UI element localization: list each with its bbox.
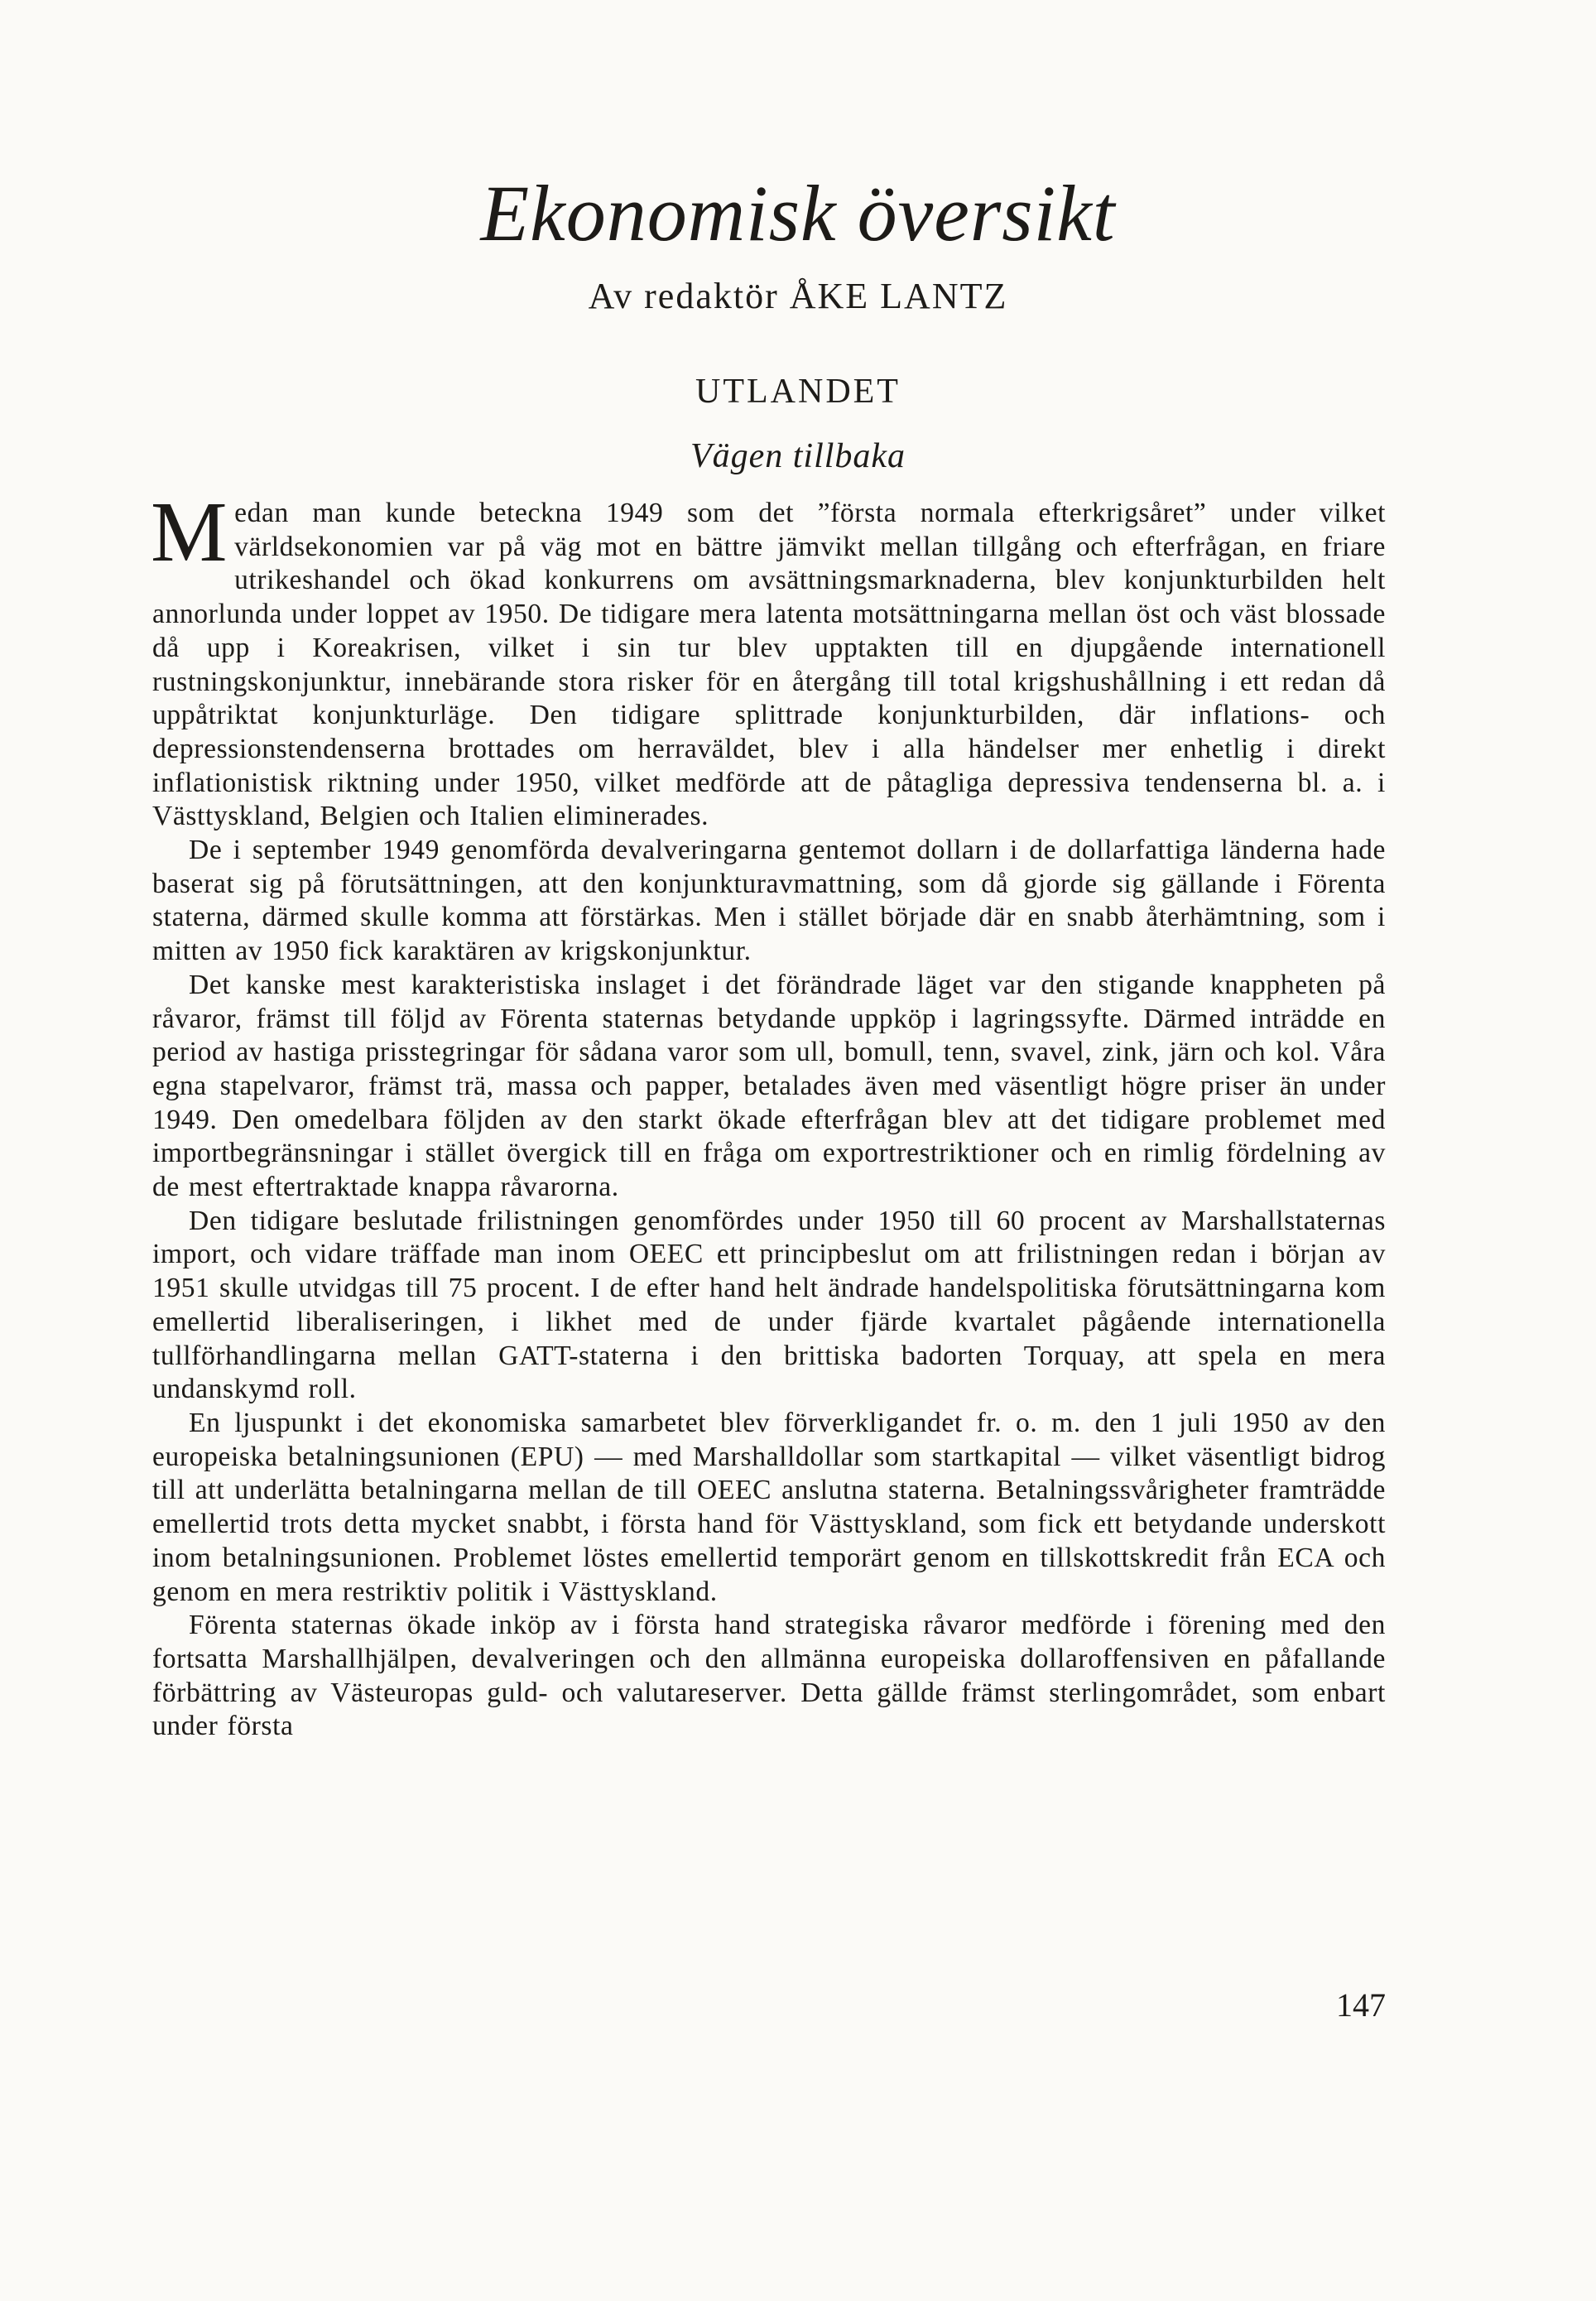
page-number: 147	[1336, 1986, 1386, 2024]
article-byline: Av redaktör ÅKE LANTZ	[588, 276, 1008, 316]
paragraph-1	[151, 484, 1386, 834]
paragraph-5: En ljuspunkt i det ekonomiska samarbetet blev förverkligandet fr. o. m. den 1 juli 1950 av den europeiska betalningsunionen (EPU) — med Marshalldollar som startkapital — vilket väsentligt bidrog till att underlätta betalningarna mellan de till OEEC anslutna staterna. Betalningssvårigheter framträdde emellertid trots detta mycket snabbt, i första hand för Västtyskland, som fick ett betydande underskott inom betalningsunionen. Problemet löstes emellertid temporärt genom en tillskottskredit från ECA och genom en mera restriktiv politik i Västtyskland.	[152, 1407, 1386, 1607]
paragraph-2: De i september 1949 genomförda devalveringarna gentemot dollarn i de dollarfattiga länderna hade baserat sig på förutsättningen, att den konjunkturavmattning, som då gjorde sig gällande i Förenta staterna, därmed skulle komma att förstärkas. Men i stället började där en snabb återhämtning, som i mitten av 1950 fick karaktären av krigskonjunktur.	[152, 835, 1386, 967]
article-title: Ekonomisk översikt	[480, 169, 1116, 258]
article-body	[151, 484, 1386, 1744]
subsection-heading: Vägen tillbaka	[690, 437, 906, 475]
paragraph-1-text: edan man kunde beteckna 1949 som det ”första normala efterkrigsåret” under vilket världsekonomien var på väg mot en bättre jämvikt mellan tillgång och efterfrågan, en friare utrikeshandel och ökad konkurrens om avsättningsmarknaderna, blev konjunkturbilden helt annorlunda under loppet av 1950. De tidigare mera latenta motsättningarna mellan öst och väst blossade då upp i Koreakrisen, vilket i sin tur blev upptakten till en djupgående internationell rustningskonjunktur, innebärande stora risker för en återgång till total krigshushållning i ett redan då uppåtriktat konjunkturläge. Den tidigare splittrade konjunkturbilden, där inflations- och depressionstendenserna brottades om herraväldet, blev i alla händelser mer enhetlig i direkt inflationistisk riktning under 1950, vilket medförde att de påtagliga depressiva tendenserna bl. a. i Västtyskland, Belgien och Italien eliminerades.	[152, 498, 1386, 832]
paragraph-6: Förenta staternas ökade inköp av i första hand strategiska råvaror medförde i förening med den fortsatta Marshallhjälpen, devalveringen och den allmänna europeiska dollaroffensiven en påfallande förbättring av Västeuropas guld- och valutareserver. Detta gällde främst sterlingområdet, som enbart under första	[152, 1610, 1386, 1742]
paragraph-3: Det kanske mest karakteristiska inslaget i det förändrade läget var den stigande knappheten på råvaror, främst till följd av Förenta staternas betydande uppköp i lagringssyfte. Därmed inträdde en period av hastiga prisstegringar för sådana varor som ull, bomull, tenn, svavel, zink, järn och kol. Våra egna stapelvaror, främst trä, massa och papper, betalades även med väsentligt högre priser än under 1949. Den omedelbara följden av den starkt ökade efterfrågan blev att det tidigare problemet med importbegränsningar i stället övergick till en fråga om exportrestriktioner och en rimlig fördelning av de mest eftertraktade knappa råvarorna.	[152, 969, 1386, 1203]
section-heading: UTLANDET	[695, 373, 901, 411]
drop-cap: M	[151, 484, 228, 580]
paragraph-4: Den tidigare beslutade frilistningen genomfördes under 1950 till 60 procent av Marshallstaternas import, och vidare träffade man inom OEEC ett principbeslut om att frilistningen redan i början av 1951 skulle utvidgas till 75 procent. I de efter hand helt ändrade handelspolitiska förutsättningarna kom emellertid liberaliseringen, i likhet med de under fjärde kvartalet pågående internationella tullförhandlingarna mellan GATT-staterna i den brittiska badorten Torquay, att spela en mera undanskymd roll.	[152, 1205, 1386, 1405]
